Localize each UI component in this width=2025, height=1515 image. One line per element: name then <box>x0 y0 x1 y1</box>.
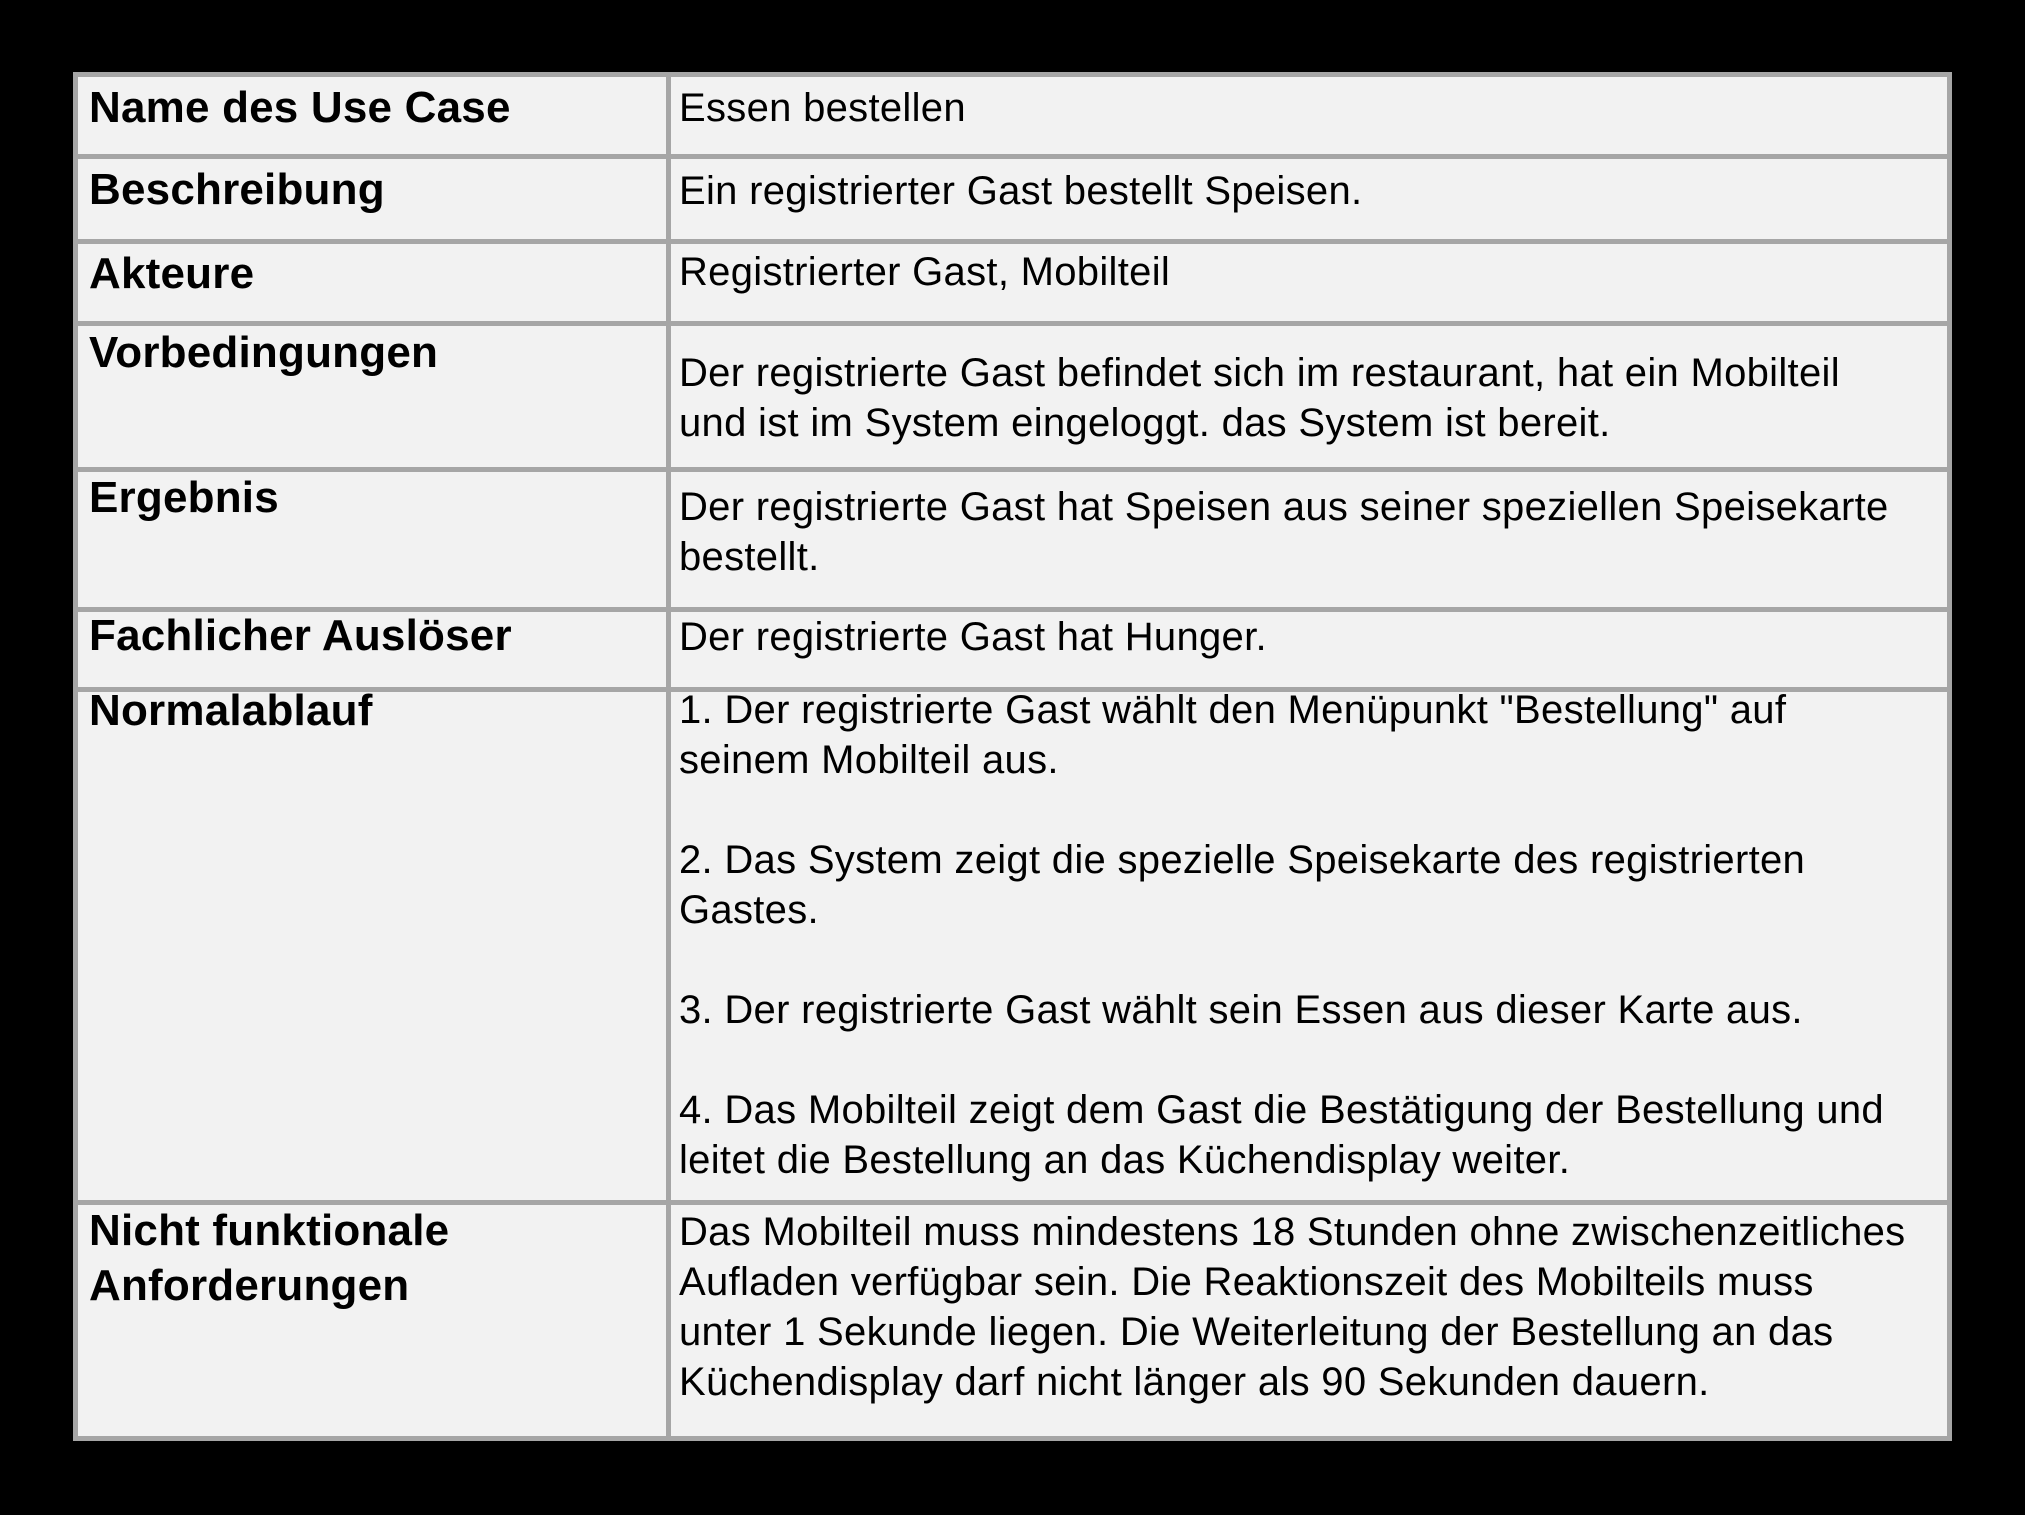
text-line: Gastes. <box>679 888 819 932</box>
text-line: leitet die Bestellung an das Küchendisplay weiter. <box>679 1138 1571 1182</box>
label-cell-akteure <box>78 244 666 321</box>
row-label <box>89 683 373 738</box>
row-label <box>89 325 438 380</box>
row-value <box>679 685 1884 1185</box>
row-label <box>89 80 511 135</box>
text-line: 4. Das Mobilteil zeigt dem Gast die Bestätigung der Bestellung und <box>679 1088 1884 1132</box>
row-value <box>679 348 1840 448</box>
label-cell-vorbedingungen <box>78 326 666 467</box>
text-line: Essen bestellen <box>679 86 966 130</box>
row-value <box>679 612 1267 662</box>
label-cell-nicht-funktionale-anforderungen <box>78 1205 666 1436</box>
row-value <box>679 166 1362 216</box>
value-cell-vorbedingungen <box>671 326 1947 467</box>
text-line: Fachlicher Auslöser <box>89 611 512 660</box>
row-label <box>89 162 385 217</box>
use-case-table <box>73 72 1952 1441</box>
text-line: Das Mobilteil muss mindestens 18 Stunden ohne zwischenzeitliches <box>679 1210 1906 1254</box>
text-line: Der registrierte Gast befindet sich im restaurant, hat ein Mobilteil <box>679 351 1840 395</box>
paragraph-spacer <box>679 785 1884 835</box>
text-line: Nicht funktionale <box>89 1206 450 1255</box>
text-line: Name des Use Case <box>89 83 511 132</box>
text-line: Der registrierte Gast hat Speisen aus seiner speziellen Speisekarte <box>679 485 1889 529</box>
text-line: unter 1 Sekunde liegen. Die Weiterleitung der Bestellung an das <box>679 1310 1834 1354</box>
row-value <box>679 83 966 133</box>
value-cell-ergebnis <box>671 472 1947 607</box>
row-value <box>679 482 1889 582</box>
value-cell-akteure <box>671 244 1947 321</box>
row-value <box>679 1207 1905 1407</box>
text-line: Beschreibung <box>89 165 385 214</box>
label-cell-ergebnis <box>78 472 666 607</box>
paragraph-spacer <box>679 1035 1884 1085</box>
text-line: 3. Der registrierte Gast wählt sein Essen aus dieser Karte aus. <box>679 988 1803 1032</box>
text-line: Aufladen verfügbar sein. Die Reaktionszeit des Mobilteils muss <box>679 1260 1814 1304</box>
text-line: Vorbedingungen <box>89 328 439 377</box>
row-value <box>679 247 1170 297</box>
text-line: Registrierter Gast, Mobilteil <box>679 250 1171 294</box>
text-line: bestellt. <box>679 535 820 579</box>
row-label <box>89 470 279 525</box>
text-line: Akteure <box>89 249 255 298</box>
label-cell-use-case-name <box>78 77 666 154</box>
value-cell-beschreibung <box>671 159 1947 239</box>
text-line: und ist im System eingeloggt. das System ist bereit. <box>679 401 1611 445</box>
text-line: Ergebnis <box>89 473 279 522</box>
text-line: Küchendisplay darf nicht länger als 90 Sekunden dauern. <box>679 1360 1710 1404</box>
text-line: Ein registrierter Gast bestellt Speisen. <box>679 169 1363 213</box>
label-cell-beschreibung <box>78 159 666 239</box>
value-cell-normalablauf <box>671 688 1947 1200</box>
row-label <box>89 608 512 663</box>
text-line: Normalablauf <box>89 686 373 735</box>
text-line: Der registrierte Gast hat Hunger. <box>679 615 1267 659</box>
value-cell-nicht-funktionale-anforderungen <box>671 1205 1947 1436</box>
text-line: 1. Der registrierte Gast wählt den Menüpunkt "Bestellung" auf <box>679 688 1787 732</box>
label-cell-fachlicher-ausloeser <box>78 612 666 687</box>
text-line: Anforderungen <box>89 1261 410 1310</box>
paragraph-spacer <box>679 935 1884 985</box>
text-line: seinem Mobilteil aus. <box>679 738 1059 782</box>
value-cell-use-case-name <box>671 77 1947 154</box>
row-label <box>89 246 254 301</box>
text-line: 2. Das System zeigt die spezielle Speisekarte des registrierten <box>679 838 1806 882</box>
value-cell-fachlicher-ausloeser <box>671 612 1947 687</box>
row-label <box>89 1203 449 1313</box>
label-cell-normalablauf <box>78 686 666 1200</box>
